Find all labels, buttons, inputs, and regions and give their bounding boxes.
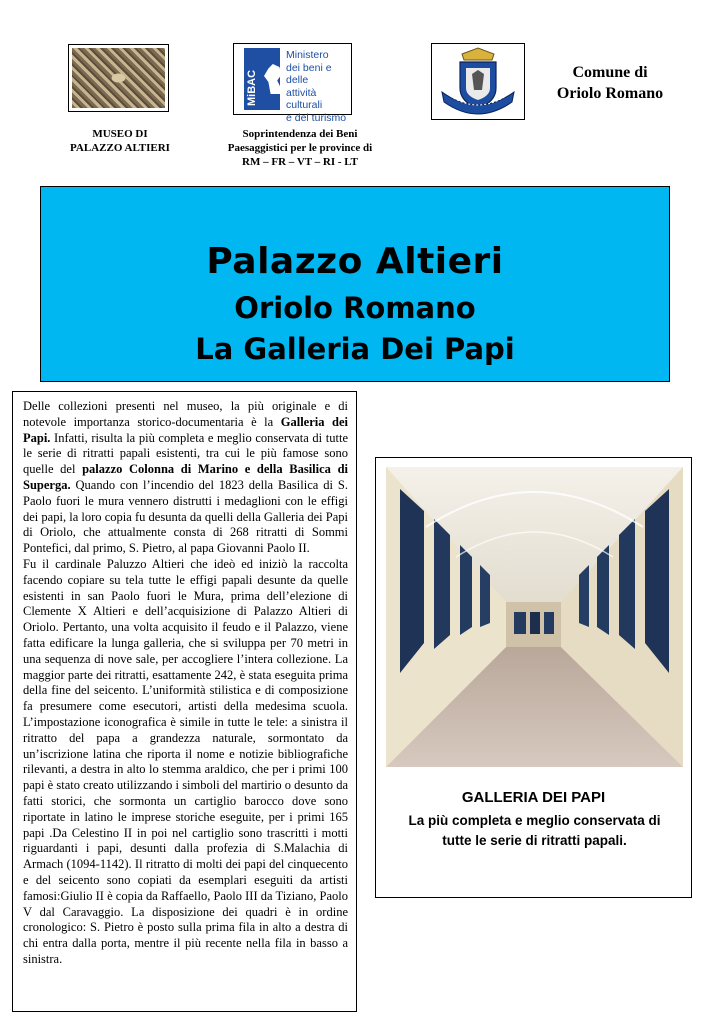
mibac-text xyxy=(286,49,351,124)
article-bold: palazzo Colonna di Marino e della Basilica di Superga. xyxy=(23,462,348,492)
mibac-line: e del turismo xyxy=(286,111,347,124)
caption-line: Paesaggistici per le province di xyxy=(227,142,373,154)
banner-subtitle: La Galleria Dei Papi xyxy=(195,332,515,366)
photo-panel xyxy=(375,457,692,898)
photo-caption: La più completa e meglio conservata di tutte le serie di ritratti papali. xyxy=(408,813,661,848)
article-text xyxy=(12,391,357,1012)
museo-logo xyxy=(68,44,169,112)
article-text-run: Delle collezioni presenti nel museo, la più originale e di notevole importanza storico-documentaria è la xyxy=(23,399,348,429)
photo-title: GALLERIA DEI PAPI xyxy=(461,789,606,806)
mibac-figure-icon xyxy=(264,64,286,94)
comune-line: Comune di xyxy=(572,64,648,81)
mibac-line: dei beni e delle xyxy=(286,61,332,86)
article-text-run: Infatti, risulta la più completa e meglio conservata di tutte le serie di ritratti papali esistenti, tra cui le più famose sono quelle del xyxy=(23,430,348,477)
caption-line: RM – FR – VT – RI - LT xyxy=(242,156,358,168)
gallery-photo xyxy=(386,467,683,767)
caption-line: MUSEO DI xyxy=(92,128,148,140)
mibac-line: Ministero xyxy=(286,49,329,61)
mibac-logo xyxy=(233,43,352,124)
article-bold: Galleria dei Papi. xyxy=(23,414,348,445)
comune-crest xyxy=(431,43,525,120)
comune-line: Oriolo Romano xyxy=(556,85,664,102)
crest-icon xyxy=(432,44,524,119)
museo-caption xyxy=(60,127,180,155)
article-paragraph: Fu il cardinale Paluzzo Altieri che ideò ed iniziò la raccolta facendo copiare su tela tutte le effigi papali desunte da quelle esistenti in san Paolo fuori le Mura, prima dell’elezione di Clemente X Altieri e dell’acquisizione di Palazzo Altieri di Oriolo. Pertanto, una volta acquisito il feudo e il Palazzo, viene fatta edificare la lunga galleria, che si sviluppa per 70 metri in una sequenza di nove sale, per accogliere l’intera collezione. La maggior parte dei ritratti, esattamente 242, è stata eseguita prima della fine del seicento. L’uniformità stilistica e di composizione fa presumere come esecutori, artisti della medesima scuola. L’impostazione iconografica è simile in tutte le tele: a sinistra il ritratto del papa a grandezza naturale, sormontato da un’iscrizione latina che riporta il nome e notizie bibliografiche rilevanti, a destra in alto lo stemma araldico, che per i primi 100 papi è stato creato utilizzando i simboli del martirio o desunto da fatti storici, che sormonta un cartiglio barocco dove sono riportate in latino le imprese storiche eseguite, per i primi 165 papi .Da Celestino II in poi nel cartiglio sono trascritti i motti riguardanti i papi, desunti dalla profezia di S.Malachia di Armach (1094-1142). Il ritratto di molti dei papi del cinquecento e del seicento sono copiati da esemplari eseguiti da artisti famosi:Giulio II è copia da Raffaello, Paolo III da Tiziano, Paolo V dal Caravaggio. La disposizione dei quadri è in ordine cronologico: S. Pietro è posto sulla prima fila in alto a destra di chi entra dalla porta, mentre il più recente nella fila in basso a sinistra. xyxy=(23,556,348,966)
comune-name xyxy=(540,62,680,104)
banner-title: Palazzo Altieri xyxy=(206,241,504,282)
caption-line: PALAZZO ALTIERI xyxy=(70,142,170,154)
palazzo-ceiling-image xyxy=(72,48,165,108)
title-banner xyxy=(40,186,670,382)
mibac-mark-text: MiBAC xyxy=(246,69,258,106)
banner-subtitle: Oriolo Romano xyxy=(234,291,476,325)
soprintendenza-caption xyxy=(210,127,390,169)
article-paragraph xyxy=(23,399,348,557)
mibac-mark xyxy=(244,48,280,110)
article-text-run: Quando con l’incendio del 1823 della Basilica di S. Paolo fuori le mura vennero distrutti i medaglioni con le effigi dei papi, la loro copia fu desunta da quelli della Galleria dei Papi di Oriolo, che attualmente consta di 268 ritratti di Sommi Pontefici, dal primo, S. Pietro, al papa Giovanni Paolo II. xyxy=(23,477,348,556)
mibac-line: attività culturali xyxy=(286,86,323,111)
caption-line: Soprintendenza dei Beni xyxy=(242,128,358,140)
